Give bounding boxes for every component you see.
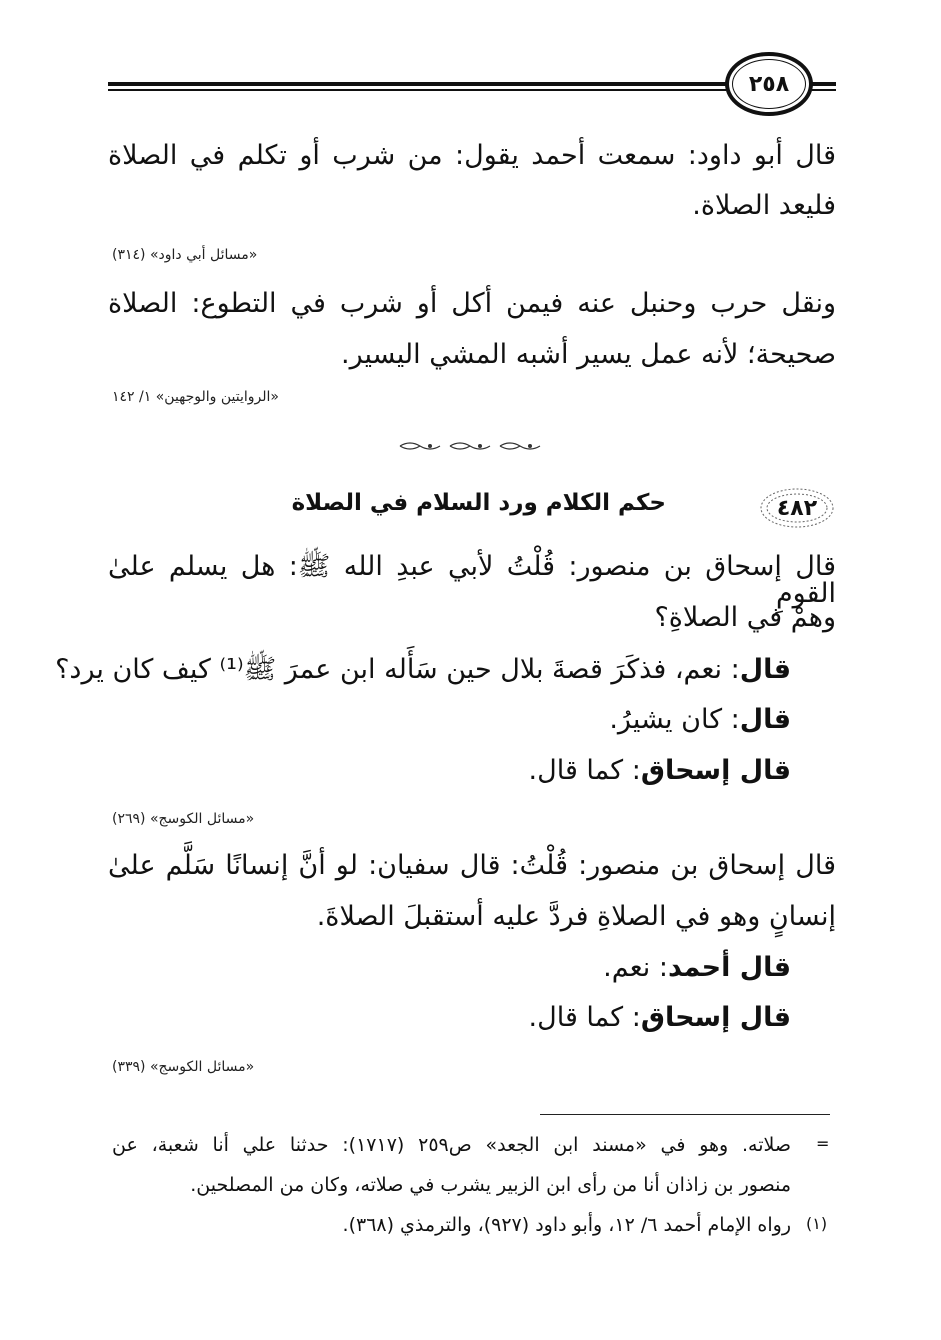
entry2-answer2-label: قال إسحاق [640, 1002, 791, 1033]
entry1-answer3 [529, 757, 791, 784]
section-title: حكم الكلام ورد السلام في الصلاة [291, 490, 666, 516]
block2-source: «الروايتين والوجهين» ١/ ١٤٢ [112, 389, 279, 405]
entry1-source: «مسائل الكوسج» (٢٦٩) [112, 811, 255, 827]
ornament-divider-icon [395, 438, 545, 454]
entry2-answer1 [603, 954, 791, 981]
footnote1-text: رواه الإمام أحمد ٦/ ١٢، وأبو داود (٩٢٧)، والترمذي (٣٦٨). [342, 1214, 791, 1236]
entry1-line1: قال إسحاق بن منصور: قُلْتُ لأبي عبدِ الله ﷺ: هل يسلم علىٰ القومِ [108, 551, 836, 609]
entry2-line1: قال إسحاق بن منصور: قُلْتُ: قال سفيان: لو أنَّ إنسانًا سَلَّم علىٰ [108, 850, 836, 881]
block1-source: «مسائل أبي داود» (٣١٤) [112, 247, 258, 263]
entry1-answer2-label: قال [739, 704, 791, 735]
section-number-badge [758, 486, 836, 530]
entry2-source: «مسائل الكوسج» (٣٣٩) [112, 1059, 255, 1075]
entry2-answer2 [529, 1004, 791, 1031]
header-rule [108, 82, 726, 91]
entry1-answer3-text: : كما قال. [528, 755, 641, 786]
section-number: ٤٨٢ [776, 495, 818, 521]
block1-line1: قال أبو داود: سمعت أحمد يقول: من شرب أو تكلم في الصلاة [108, 140, 836, 171]
entry1-line2: وهمْ في الصلاةِ؟ [654, 602, 836, 633]
footnote-continued-mark: = [816, 1134, 830, 1153]
footnote-line1: صلاته. وهو في «مسند ابن الجعد» ص٢٥٩ (١٧١٧): حدثنا علي أنا شعبة، عن [112, 1134, 791, 1156]
page-number-badge [725, 52, 813, 116]
entry2-answer1-text: : نعم. [603, 952, 668, 983]
block2-line2: صحيحة؛ لأنه عمل يسير أشبه المشي اليسير. [341, 339, 836, 370]
page-number: ٢٥٨ [748, 71, 790, 97]
entry2-answer1-label: قال أحمد [667, 952, 791, 983]
entry1-answer2-text: : كان يشيرُ. [609, 704, 740, 735]
header-rule-end [812, 82, 836, 91]
block1-line2: فليعد الصلاة. [692, 190, 836, 221]
footnote-line2: منصور بن زاذان أنا من رأى ابن الزبير يشرب في صلاته، وكان من المصلحين. [190, 1174, 791, 1196]
block2-line1: ونقل حرب وحنبل عنه فيمن أكل أو شرب في التطوع: الصلاة [108, 288, 836, 319]
entry1-answer1-text: : نعم، فذكَرَ قصةَ بلال حين سَأَله ابن عمرَ ﷺ⁽¹⁾ كيف كان يرد؟ [55, 654, 740, 685]
entry1-answer1 [55, 656, 791, 683]
entry2-answer2-text: : كما قال. [528, 1002, 641, 1033]
footnote-rule [540, 1114, 830, 1115]
entry1-answer3-label: قال إسحاق [640, 755, 791, 786]
footnote1-mark: (١) [806, 1214, 828, 1233]
entry2-line2: إنسانٍ وهو في الصلاةِ فردَّ عليه أستقبلَ الصلاةَ. [316, 901, 836, 932]
entry1-answer1-label: قال [739, 654, 791, 685]
entry1-answer2 [609, 706, 791, 733]
